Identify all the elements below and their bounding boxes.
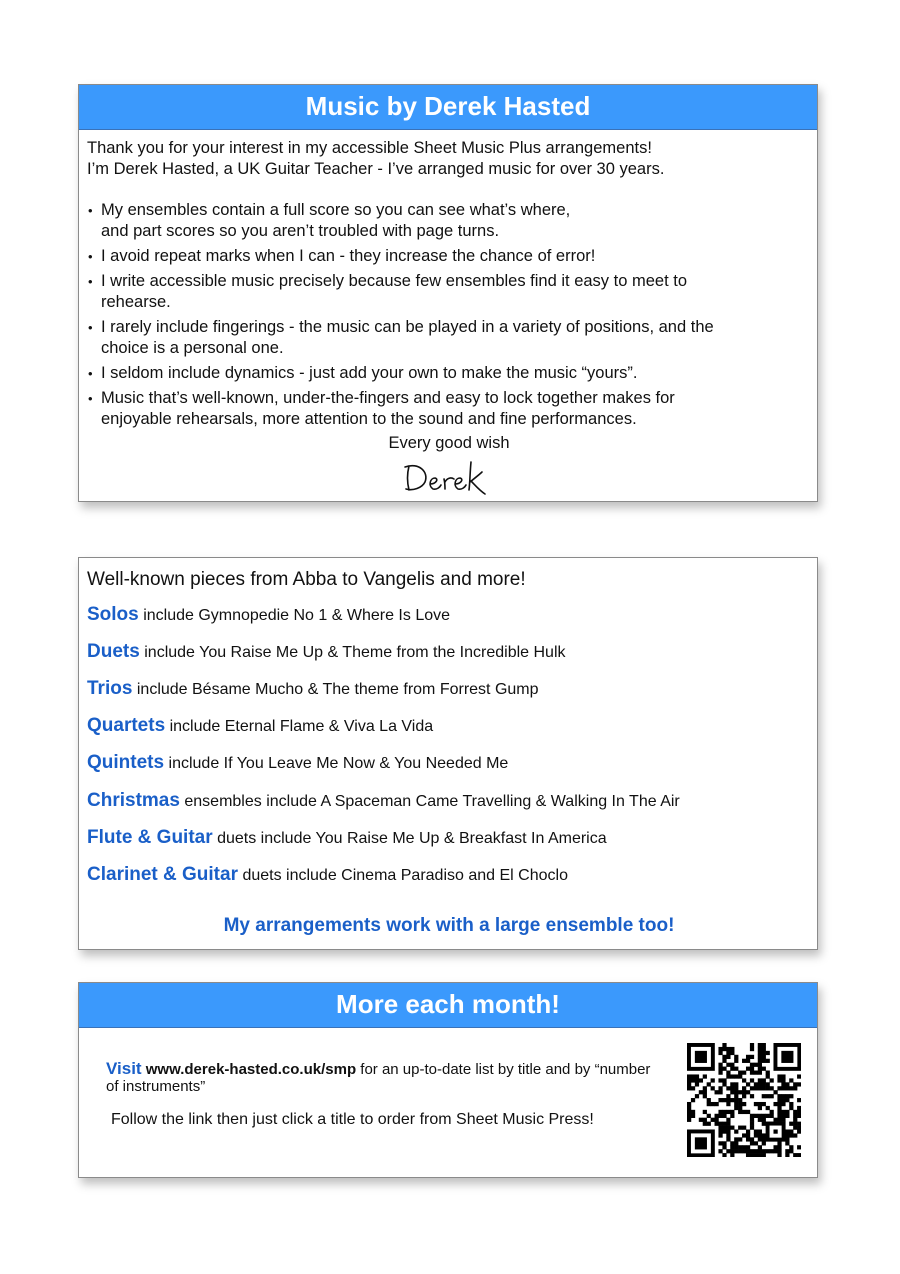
qr-code[interactable] <box>687 1043 801 1157</box>
category-text: include You Raise Me Up & Theme from the Incredible Hulk <box>144 644 566 661</box>
category-duets <box>87 641 566 663</box>
list-item-line: enjoyable rehearsals, more attention to the sound and fine performances. <box>101 410 637 428</box>
intro-line-1: Thank you for your interest in my accessible Sheet Music Plus arrangements! <box>87 139 652 157</box>
features-list <box>87 200 809 434</box>
category-name: Christmas <box>87 790 180 811</box>
list-item <box>87 200 809 242</box>
website-link[interactable]: www.derek-hasted.co.uk/smp <box>145 1061 357 1078</box>
category-quartets <box>87 715 433 737</box>
category-name: Duets <box>87 641 140 662</box>
more-panel <box>78 982 818 1178</box>
intro-line-2: I’m Derek Hasted, a UK Guitar Teacher - I’ve arranged music for over 30 years. <box>87 160 665 178</box>
category-christmas <box>87 790 680 812</box>
list-item-line: I seldom include dynamics - just add your own to make the music “yours”. <box>101 364 638 382</box>
list-item <box>87 363 809 384</box>
category-text: include If You Leave Me Now & You Needed Me <box>168 755 509 772</box>
bullet-icon: • <box>88 203 93 218</box>
list-item-line: I rarely include fingerings - the music can be played in a variety of positions, and the <box>101 318 714 336</box>
category-name: Solos <box>87 604 139 625</box>
list-item-line: rehearse. <box>101 293 171 311</box>
category-clarinet-guitar <box>87 864 568 886</box>
bullet-icon: • <box>88 320 93 335</box>
intro-panel <box>78 84 818 502</box>
visit-label: Visit <box>106 1059 142 1078</box>
category-solos <box>87 604 450 626</box>
bullet-icon: • <box>88 274 93 289</box>
list-item-line: I write accessible music precisely because few ensembles find it easy to meet to <box>101 272 688 290</box>
visit-text: for an up-to-date list by title and by “number of instruments” <box>106 1061 651 1095</box>
intro-panel-title: Music by Derek Hasted <box>79 85 817 130</box>
list-item <box>87 317 809 359</box>
bullet-icon: • <box>88 391 93 406</box>
closing-text: Every good wish <box>388 434 510 452</box>
category-text: include Bésame Mucho & The theme from Forrest Gump <box>136 681 539 698</box>
category-name: Quintets <box>87 752 165 773</box>
bullet-icon: • <box>88 366 93 381</box>
list-item-line: I avoid repeat marks when I can - they increase the chance of error! <box>101 247 596 265</box>
follow-text: Follow the link then just click a title to order from Sheet Music Press! <box>111 1111 594 1128</box>
intro-text <box>87 138 664 180</box>
category-flute-guitar <box>87 827 607 849</box>
more-panel-title: More each month! <box>79 983 817 1028</box>
category-text: ensembles include A Spaceman Came Travelling & Walking In The Air <box>184 793 680 810</box>
signature <box>397 458 497 498</box>
category-text: duets include Cinema Paradiso and El Choclo <box>242 867 568 884</box>
category-name: Trios <box>87 678 133 699</box>
bullet-icon: • <box>88 249 93 264</box>
category-text: include Gymnopedie No 1 & Where Is Love <box>143 607 451 624</box>
category-name: Flute & Guitar <box>87 827 213 848</box>
tagline: My arrangements work with a large ensemble too! <box>223 915 675 936</box>
category-name: Quartets <box>87 715 166 736</box>
visit-line <box>106 1060 666 1095</box>
list-item-line: and part scores so you aren’t troubled with page turns. <box>101 222 500 240</box>
category-quintets <box>87 752 508 774</box>
category-trios <box>87 678 539 700</box>
catalogue-intro: Well-known pieces from Abba to Vangelis and more! <box>87 569 526 590</box>
list-item <box>87 388 809 430</box>
list-item <box>87 271 809 313</box>
category-name: Clarinet & Guitar <box>87 864 238 885</box>
category-text: include Eternal Flame & Viva La Vida <box>169 718 434 735</box>
category-text: duets include You Raise Me Up & Breakfast In America <box>217 830 607 847</box>
list-item-line: choice is a personal one. <box>101 339 284 357</box>
catalogue-panel <box>78 557 818 950</box>
list-item-line: Music that’s well-known, under-the-fingers and easy to lock together makes for <box>101 389 675 407</box>
list-item-line: My ensembles contain a full score so you can see what’s where, <box>101 201 571 219</box>
list-item <box>87 246 809 267</box>
